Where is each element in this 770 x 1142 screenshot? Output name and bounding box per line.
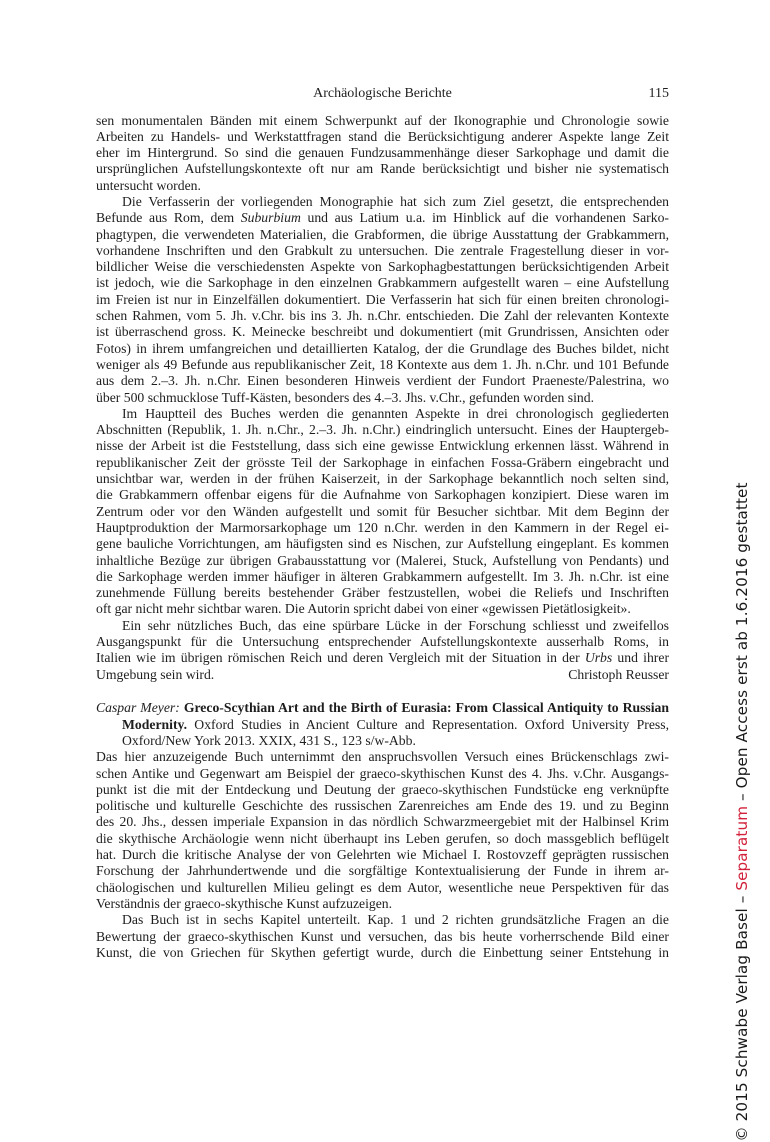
text-line	[96, 390, 669, 406]
text-segment: republikanischer Zeit der grösste Teil der Sarkophage in einfachen Fossa-Gräbern eingebracht und	[96, 454, 669, 470]
text-segment: chäologischen und kulturellen Milieu gelingt es dem Autor, wesentliche neue Perspektiven für das	[96, 879, 669, 895]
text-line	[96, 438, 669, 454]
text-segment: Befunde aus Rom, dem	[96, 210, 241, 226]
italic-text: Suburbium	[240, 210, 301, 226]
text-line	[96, 536, 669, 552]
text-segment: im Freien ist nur in Einzelfällen dokumentiert. Die Verfasserin hat sich für einen breiten chronologi-	[96, 291, 669, 307]
page-number: 115	[648, 86, 669, 101]
text-segment: Oxford/New York 2013. XXIX, 431 S., 123 s/w-Abb.	[122, 732, 416, 748]
text-segment: gene bauliche Vorrichtungen, am häufigsten sind es Nischen, zur Aufstellung eingeplant. Es kommen	[96, 536, 669, 552]
paragraph	[96, 113, 669, 194]
text-segment: Das hier anzuzeigende Buch unternimmt den anspruchsvollen Versuch eines Brückenschlags zwi-	[96, 749, 669, 765]
italic-text: Caspar Meyer:	[96, 700, 180, 716]
text-segment: unsichtbar war, werden in der frühen Kaiserzeit, in der Sarkophage bekanntlich noch selten sind,	[96, 471, 669, 487]
text-line	[96, 667, 669, 683]
text-segment: oft gar nicht mehr sichtbar waren. Die Autorin spricht dabei von einer «gewissen Pietätlosigkeit».	[96, 601, 631, 617]
text-line	[96, 341, 669, 357]
text-segment: Arbeiten zu Handels- und Werkstattfragen stand die Berücksichtigung anderer Aspekte lange Zeit	[96, 128, 669, 144]
text-line	[96, 324, 669, 340]
page-body	[96, 113, 669, 962]
paragraph	[96, 912, 669, 961]
text-segment: zunehmende Füllung bereits bestehender Gräber festzustellen, wobei die Reliefs und Inschriften	[96, 585, 669, 601]
text-line	[96, 178, 669, 194]
text-line	[96, 717, 669, 733]
text-line	[96, 700, 669, 716]
text-line	[96, 455, 669, 471]
text-segment: Ausgangspunkt für die Untersuchung entsprechender Aufstellungskontexte ausserhalb Roms, in	[96, 634, 669, 649]
text-segment: und aus Latium u.a. im Hinblick auf die vorhandenen Sarko-	[300, 210, 669, 226]
text-segment: sen monumentalen Bänden mit einem Schwerpunkt auf der Ikonographie und Chronologie sowie	[96, 112, 669, 128]
text-line	[96, 749, 669, 765]
text-line	[96, 945, 669, 961]
text-line	[96, 569, 669, 585]
text-line	[96, 373, 669, 389]
copyright-text: © 2015 Schwabe Verlag Basel –	[733, 890, 751, 1142]
text-line	[96, 406, 669, 422]
text-segment: nisse der Arbeit ist die Feststellung, dass sich eine gewisse Entwicklung erkennen lässt. Während in	[96, 438, 669, 454]
text-segment: inhaltliche Bezüge zur übrigen Grabausstattung vor (Malerei, Stuck, Aufstellung von Pendants) und	[96, 552, 669, 568]
text-segment: ist überraschend gross. K. Meinecke beschreibt und dokumentiert (mit Grundrissen, Ansichten oder	[96, 324, 669, 340]
open-access-text: – Open Access erst ab 1.6.2016 gestattet	[733, 482, 751, 806]
text-line	[96, 504, 669, 520]
text-line	[96, 194, 669, 210]
italic-text: Urbs	[584, 650, 613, 666]
text-segment: die Sarkophage werden immer häufiger in älteren Grabkammern aufgestellt. Im 3. Jh. n.Chr. ist eine	[96, 568, 669, 584]
text-line	[96, 880, 669, 896]
text-segment: ursprünglichen Aufstellungskontexte oft nur am Rande berücksichtigt und bisher nie systematisch	[96, 161, 669, 177]
text-segment: Verständnis der graeco-skythische Kunst aufzuzeigen.	[96, 895, 393, 911]
text-line	[96, 601, 669, 617]
text-line	[96, 782, 669, 798]
text-line	[96, 634, 669, 650]
copyright-notice	[733, 482, 751, 1141]
text-segment: bildlicher Weise die verschiedensten Aspekte von Sarkophagbestattungen berücksichtigenden Arbeit	[96, 259, 669, 275]
line-text	[96, 667, 214, 683]
text-line	[96, 585, 669, 601]
text-line	[96, 292, 669, 308]
text-line	[96, 618, 669, 634]
text-segment: weniger als 49 Befunde aus republikanischer Zeit, 18 Kontexte aus dem 1. Jh. n.Chr. und 101 Befunde	[96, 356, 669, 372]
text-line	[96, 896, 669, 912]
text-segment: Forschung der Jahrhundertwende und die sorgfältige Kontextualisierung der Funde in ihrem ar-	[96, 863, 669, 879]
text-segment: Kunst, die von Griechen für Skythen gefertigt wurde, durch die Einbettung seiner Entstehung in	[96, 944, 669, 960]
separatum-label: Separatum	[733, 805, 751, 891]
text-segment: über 500 schmucklose Tuff-Kästen, besonders des 4.–3. Jhs. v.Chr., gefunden worden sind.	[96, 389, 595, 405]
paragraph	[96, 749, 669, 912]
text-line	[96, 308, 669, 324]
text-line	[96, 129, 669, 145]
bold-title: Greco-Scythian Art and the Birth of Eurasia: From Classical Antiquity to Russian	[183, 700, 670, 716]
text-line	[96, 161, 669, 177]
text-segment: Italien wie im übrigen römischen Reich und deren Vergleich mit der Situation in der	[96, 650, 585, 666]
paragraph	[96, 194, 669, 406]
text-line	[96, 210, 669, 226]
paragraph	[96, 618, 669, 683]
running-header	[96, 86, 669, 102]
text-segment: des 20. Jhs., dessen imperiale Expansion in das nördlich Schwarzmeergebiet mit der Halbinsel Krim	[96, 814, 669, 830]
text-line	[96, 422, 669, 438]
text-segment: die Grabkammern offenbar eigens für die Aufnahme von Sarkophagen konzipiert. Diese waren im	[96, 487, 669, 503]
bold-title: Modernity.	[122, 716, 188, 732]
text-segment: Das Buch ist in sechs Kapitel unterteilt. Kap. 1 und 2 richten grundsätzliche Fragen an die	[122, 912, 669, 928]
text-line	[96, 847, 669, 863]
text-line	[96, 553, 669, 569]
text-line	[96, 912, 669, 928]
text-line	[96, 863, 669, 879]
text-segment: eher im Hintergrund. So sind die genauen Fundzusammenhänge dieser Sarkophage und damit die	[96, 145, 669, 161]
text-segment: Fotos) in ihrem umfangreichen und detaillierten Katalog, der die Grundlage des Buches bildet, nicht	[96, 340, 669, 356]
text-line	[96, 831, 669, 847]
text-segment: aus dem 2.–3. Jh. n.Chr. Einen besonderen Hinweis verdient der Fundort Praeneste/Palestrina, wo	[96, 373, 669, 389]
text-segment: politische und kulturelle Geschichte des russischen Zarenreiches am Ende des 19. und zu Beginn	[96, 798, 669, 814]
text-line	[96, 798, 669, 814]
reviewer-signature: Christoph Reusser	[568, 666, 669, 682]
text-line	[96, 113, 669, 129]
text-line	[96, 650, 669, 666]
text-segment: und ihrer	[612, 650, 669, 666]
text-segment: die skythische Archäologie wenn nicht überhaupt ins Leben gerufen, so doch massgeblich beflügelt	[96, 830, 669, 846]
text-segment: ist jedoch, wie die Sarkophage in den einzelnen Grabkammern aufgestellt waren – eine Aufstellung	[96, 275, 669, 291]
text-line	[96, 733, 669, 749]
text-segment: Bewertung der graeco-skythischen Kunst und versuchen, das bis heute vorherrschende Bild einer	[96, 928, 669, 944]
text-line	[96, 487, 669, 503]
text-line	[96, 145, 669, 161]
text-line	[96, 357, 669, 373]
text-line	[96, 766, 669, 782]
text-segment: Zentrum oder vor den Wänden aufgestellt und somit für Besucher sichtbar. Mit dem Beginn der	[96, 503, 669, 519]
text-line	[96, 243, 669, 259]
review-citation	[96, 700, 669, 749]
text-segment: punkt ist die mit der Entdeckung und Deutung der graeco-skythischen Fundstücke eng verknüpfte	[96, 781, 669, 797]
text-segment: Im Hauptteil des Buches werden die genannten Aspekte in drei chronologisch gegliederten	[122, 405, 669, 421]
text-segment: phagtypen, die verwendeten Materialien, die Grabformen, die übrige Ausstattung der Grabkammern,	[96, 226, 669, 242]
paragraph	[96, 406, 669, 618]
text-line	[96, 814, 669, 830]
text-segment: Umgebung sein wird.	[96, 666, 215, 682]
text-segment: schen Antike und Gegenwart am Beispiel der graeco-skythischen Kunst des 4. Jhs. v.Chr. Ausgangs-	[96, 765, 669, 781]
text-segment: vorhandene Inschriften und den Grabkult zu untersuchen. Die zentrale Fragestellung dieser in vor-	[96, 242, 669, 258]
text-line	[96, 471, 669, 487]
text-segment: schen Rahmen, vom 5. Jh. v.Chr. bis ins 3. Jh. n.Chr. entschieden. Die Zahl der relevanten Kontexte	[96, 308, 669, 324]
text-line	[96, 259, 669, 275]
text-segment: Die Verfasserin der vorliegenden Monographie hat sich zum Ziel gesetzt, die entsprechenden	[122, 193, 669, 209]
section-gap	[96, 683, 669, 701]
text-segment: Oxford Studies in Ancient Culture and Representation. Oxford University Press,	[187, 716, 669, 732]
text-segment: Abschnitten (Republik, 1. Jh. n.Chr., 2.–3. Jh. n.Chr.) eindringlich untersucht. Eines der Hauptergeb-	[96, 422, 669, 438]
text-line	[96, 227, 669, 243]
text-line	[96, 520, 669, 536]
text-segment: untersucht worden.	[96, 177, 201, 193]
text-segment: Hauptproduktion der Marmorsarkophage um 120 n.Chr. werden in den Kammern in der Regel ei-	[96, 519, 669, 535]
text-segment: hat. Durch die kritische Analyse der von Gelehrten wie Michael I. Rostovzeff geprägten russischen	[96, 847, 669, 863]
running-title: Archäologische Berichte	[313, 86, 452, 101]
text-segment: Ein sehr nützliches Buch, das eine spürbare Lücke in der Forschung schliesst und zweifellos	[122, 617, 669, 633]
text-line	[96, 929, 669, 945]
text-line	[96, 275, 669, 291]
